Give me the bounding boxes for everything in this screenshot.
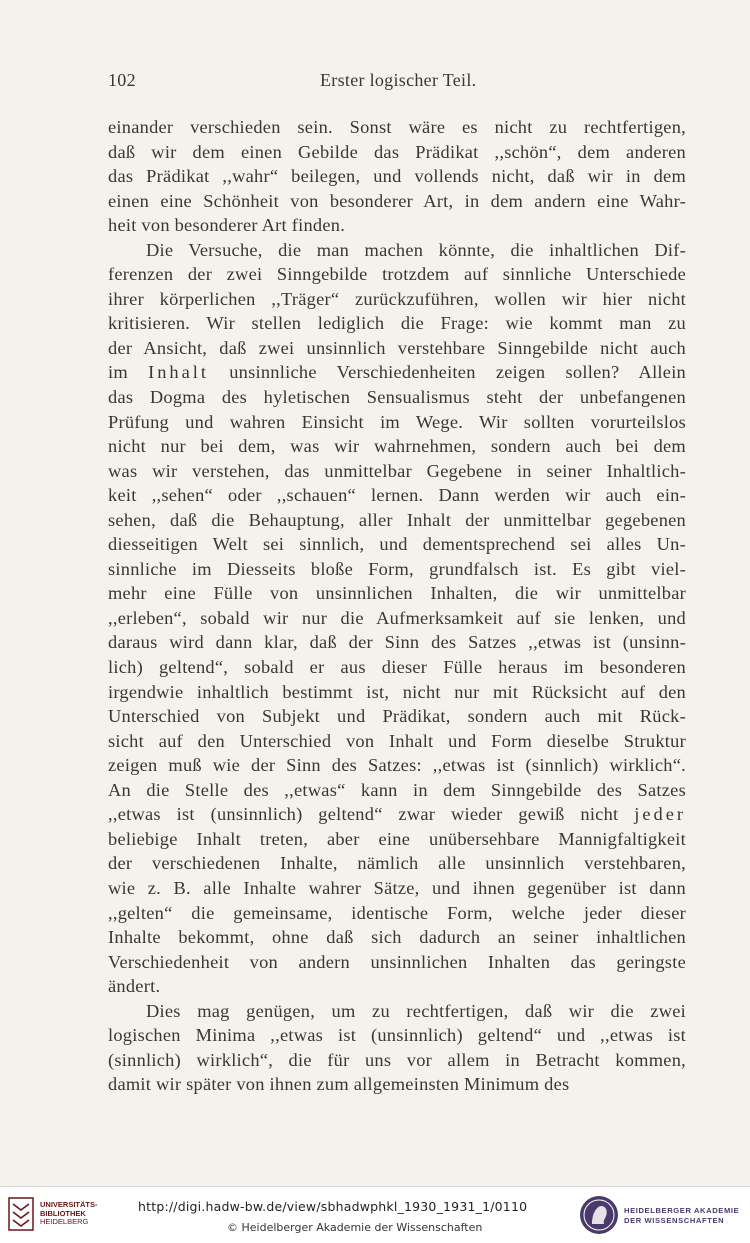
ub-logo-icon xyxy=(8,1196,34,1232)
text-segment: im xyxy=(108,362,149,383)
text-line: An die Stelle des ,,etwas“ kann in dem Sinngebilde des Satzes xyxy=(108,779,686,800)
text-segment: unsinnliche Verschiedenheiten zeigen sollen? Allein xyxy=(209,362,686,383)
page-header xyxy=(108,70,686,98)
text-line: zeigen muß wie der Sinn des Satzes: ,,etwas ist (sinnlich) wirklich“. xyxy=(108,755,686,776)
text-line: sicht auf den Unterschied von Inhalt und Form dieselbe Struktur xyxy=(108,730,686,751)
text-line: ferenzen der zwei Sinngebilde trotzdem auf sinnliche Unterschiede xyxy=(108,264,686,285)
text-line xyxy=(108,802,686,827)
text-line: wie z. B. alle Inhalte wahrer Sätze, und ihnen gegenüber ist dann xyxy=(108,877,686,898)
text-line: Verschiedenheit von andern unsinnlichen Inhalten das geringste xyxy=(108,951,686,972)
text-line: logischen Minima ,,etwas ist (unsinnlich) geltend“ und ,,etwas ist xyxy=(108,1025,686,1046)
text-line: (sinnlich) wirklich“, die für uns vor allem in Betracht kommen, xyxy=(108,1049,686,1070)
permalink-url[interactable]: http://digi.hadw-bw.de/view/sbhadwphkl_1930_1931_1/0110 xyxy=(138,1199,528,1214)
hadw-logo[interactable] xyxy=(578,1194,748,1236)
ub-heidelberg-logo[interactable] xyxy=(8,1196,118,1236)
running-title: Erster logischer Teil. xyxy=(320,70,477,90)
text-line: daß wir dem einen Gebilde das Prädikat ,,schön“, dem anderen xyxy=(108,141,686,162)
text-line: ,,erleben“, sobald wir nur die Aufmerksamkeit auf sie lenken, und xyxy=(108,607,686,628)
text-line: ihrer körperlichen ,,Träger“ zurückzuführen, wollen wir hier nicht xyxy=(108,288,686,309)
text-line: einen eine Schönheit von besonderer Art, in dem andern eine Wahr- xyxy=(108,190,686,211)
text-line: der Ansicht, daß zwei unsinnlich verstehbare Sinngebilde nicht auch xyxy=(108,337,686,358)
emphasized-spaced-word: Inhalt xyxy=(148,362,210,383)
academy-seal-icon xyxy=(578,1194,620,1236)
ub-logo-line1: UNIVERSITÄTS- xyxy=(40,1200,98,1209)
text-line: kritisieren. Wir stellen lediglich die Frage: wie kommt man zu xyxy=(108,313,686,334)
text-line: daraus wird dann klar, daß der Sinn des Satzes ,,etwas ist (unsinn- xyxy=(108,632,686,653)
text-line: Dies mag genügen, um zu rechtfertigen, daß wir die zwei xyxy=(146,1000,686,1021)
text-line: lich) geltend“, sobald er aus dieser Fülle heraus im besonderen xyxy=(108,657,686,678)
text-line: diesseitigen Welt sei sinnlich, und dementsprechend sei alles Un- xyxy=(108,534,686,555)
page-number: 102 xyxy=(108,70,136,90)
emphasized-spaced-word: jeder xyxy=(634,804,686,825)
text-line: irgendwie inhaltlich bestimmt ist, nicht nur mit Rücksicht auf den xyxy=(108,681,686,702)
text-line: das Dogma des hyletischen Sensualismus steht der unbefangenen xyxy=(108,387,686,408)
text-line: ändert. xyxy=(108,976,161,997)
body-text xyxy=(108,115,686,1097)
text-line: beliebige Inhalt treten, aber eine unübersehbare Mannigfaltigkeit xyxy=(108,828,686,849)
hadw-logo-line2: DER WISSENSCHAFTEN xyxy=(624,1215,725,1225)
hadw-logo-line1: HEIDELBERGER AKADEMIE xyxy=(624,1206,740,1215)
text-line: der verschiedenen Inhalte, nämlich alle unsinnlich verstehbaren, xyxy=(108,853,686,874)
text-line: was wir verstehen, das unmittelbar Gegebene in seiner Inhaltlich- xyxy=(108,460,686,481)
ub-logo-line3: HEIDELBERG xyxy=(40,1217,89,1226)
text-line: sehen, daß die Behauptung, aller Inhalt der unmittelbar gegebenen xyxy=(108,509,686,530)
text-line: einander verschieden sein. Sonst wäre es nicht zu rechtfertigen, xyxy=(108,117,686,137)
text-line: mehr eine Fülle von unsinnlichen Inhalten, die wir unmittelbar xyxy=(108,583,686,604)
text-line: Inhalte bekommt, ohne daß sich dadurch an seiner inhaltlichen xyxy=(108,927,686,948)
text-line: Die Versuche, die man machen könnte, die inhaltlichen Dif- xyxy=(146,239,686,260)
text-segment: ,,etwas ist (unsinnlich) geltend“ zwar wieder gewiß nicht xyxy=(108,804,635,825)
ub-logo-line2: BIBLIOTHEK xyxy=(40,1208,86,1218)
text-line: Unterschied von Subjekt und Prädikat, sondern auch mit Rück- xyxy=(108,706,686,727)
copyright-notice: © Heidelberger Akademie der Wissenschaften xyxy=(227,1221,483,1234)
text-line: ,,gelten“ die gemeinsame, identische Form, welche jeder dieser xyxy=(108,902,686,923)
footer-bar xyxy=(0,1186,750,1243)
text-line: heit von besonderer Art finden. xyxy=(108,215,346,236)
text-line xyxy=(108,360,686,385)
text-line: Prüfung und wahren Einsicht im Wege. Wir sollten vorurteilslos xyxy=(108,411,686,432)
text-line: nicht nur bei dem, was wir wahrnehmen, sondern auch bei dem xyxy=(108,436,686,457)
text-line: damit wir später von ihnen zum allgemeinsten Minimum des xyxy=(108,1074,570,1095)
text-line: das Prädikat ,,wahr“ beilegen, und vollends nicht, daß wir in dem xyxy=(108,166,686,187)
text-line: sinnliche im Diesseits bloße Form, grundfalsch ist. Es gibt viel- xyxy=(108,558,686,579)
text-line: keit ,,sehen“ oder ,,schauen“ lernen. Dann werden wir auch ein- xyxy=(108,485,686,506)
